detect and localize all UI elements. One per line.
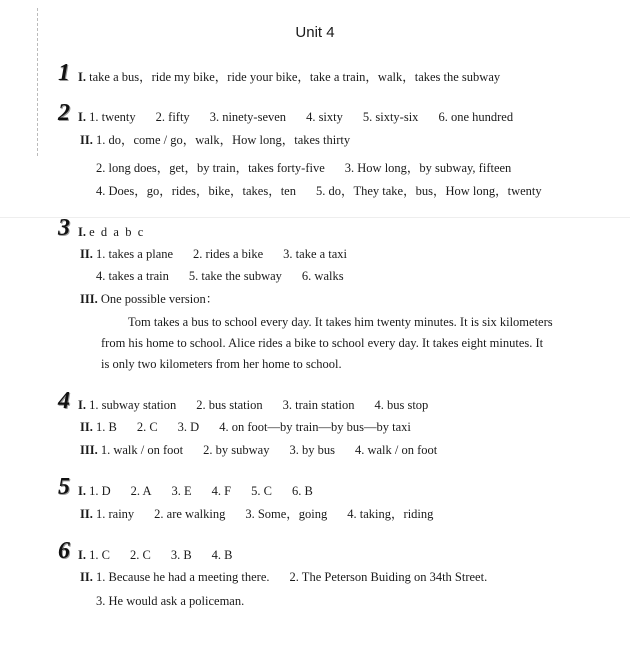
s3-line-2 [80,246,347,262]
section-number-5: 5 [58,474,70,500]
answer-item: 5. C [251,484,272,498]
answer-item: 2. are walking [154,507,226,521]
divider [0,217,630,218]
s6-line-3: 3. He would ask a policeman. [96,594,245,608]
s2-line-4 [96,183,542,199]
section-number-1: 1 [58,60,70,86]
answer-item: 3. B [170,548,192,562]
answer-item: 3. ninety-seven [209,110,287,124]
s1-answer-text: take a bus，ride my bike，ride your bike，take a train，walk，takes the subway [89,70,501,84]
s2-label-i: I. [78,110,86,124]
answer-item: 6. walks [301,269,344,283]
s5-line-2 [80,506,433,522]
s1-line-1 [78,69,500,85]
answer-item: 2. rides a bike [193,247,264,261]
s6-line-1 [78,547,233,563]
s5-line-1 [78,483,313,499]
answer-item: 5. take the subway [188,269,282,283]
answer-item: 5. sixty-six [362,110,419,124]
answer-item: 1. do，come / go，walk，How long，takes thirty [95,133,351,147]
answer-item: 4. bus stop [374,398,429,412]
answer-item: 4. walk / on foot [354,443,438,457]
s5-label-ii: II. [80,507,93,521]
answer-item: 1. twenty [89,110,136,124]
answer-item: 1. rainy [95,507,135,521]
answer-item: 2. C [136,420,158,434]
answer-item: 4. Does，go，rides，bike，takes，ten [96,184,296,198]
answer-item: 3. take a taxi [283,247,348,261]
passage-line-2: from his home to school. Alice rides a bike to school every day. It takes eight minutes. It [101,336,544,350]
section-number-3: 3 [58,215,70,241]
answer-item: 1. walk / on foot [100,443,184,457]
answer-item: 4. B [211,548,233,562]
answer-item: 2. C [129,548,151,562]
s4-label-iii: III. [80,443,98,457]
passage-line-3: is only two kilometers from her home to school. [101,357,342,371]
s3-label-ii: II. [80,247,93,261]
answer-item: 1. subway station [89,398,177,412]
passage-line-1: Tom takes a bus to school every day. It takes him twenty minutes. It is six kilometers [128,315,553,329]
answer-item: 2. The Peterson Buiding on 34th Street. [289,570,488,584]
answer-item: 2. long does，get，by train，takes forty-five [96,161,325,175]
s2-label-ii: II. [80,133,93,147]
s2-line-1 [78,109,513,125]
s2-line-2 [80,132,350,148]
answer-item: 2. fifty [155,110,190,124]
answer-item: 6. one hundred [438,110,514,124]
answer-item: 4. taking，riding [347,507,434,521]
s6-label-ii: II. [80,570,93,584]
answer-item: e d a b c [89,225,144,239]
answer-item: 5. do，They take，bus，How long，twenty [315,184,542,198]
s4-line-1 [78,397,428,413]
answer-item: 1. Because he had a meeting there. [95,570,270,584]
answer-item: 6. B [291,484,313,498]
s3-label-iii: III. [80,292,98,306]
answer-item: 1. takes a plane [95,247,174,261]
s3-line-1 [78,224,143,240]
s3-label-i: I. [78,225,86,239]
answer-item: 3. How long，by subway, fifteen [344,161,512,175]
answer-item: 1. B [95,420,117,434]
section-number-2: 2 [58,100,70,126]
answer-item: 3. Some，going [245,507,328,521]
answer-item: 3. train station [282,398,355,412]
s1-label-i: I. [78,70,86,84]
answer-item: 2. A [130,484,152,498]
answer-item: 3. D [177,420,200,434]
answer-item: 4. takes a train [96,269,169,283]
s5-label-i: I. [78,484,86,498]
answer-item: 1. D [89,484,111,498]
answer-item: One possible version： [100,292,219,306]
s2-line-3 [96,160,511,176]
answer-item: 4. F [211,484,232,498]
answer-item: 3. E [171,484,192,498]
s4-label-i: I. [78,398,86,412]
s6-line-2 [80,569,487,585]
section-number-4: 4 [58,388,70,414]
answer-item: 4. sixty [306,110,343,124]
s6-label-i: I. [78,548,86,562]
s4-line-3 [80,442,437,458]
answer-item: 4. on foot—by train—by bus—by taxi [219,420,411,434]
s4-line-2 [80,419,411,435]
s3-line-4 [80,291,218,307]
answer-item: 2. bus station [196,398,263,412]
answer-item: 2. by subway [203,443,270,457]
s3-line-3 [96,268,344,284]
answer-item: 3. by bus [289,443,335,457]
section-number-6: 6 [58,538,70,564]
s4-label-ii: II. [80,420,93,434]
answer-item: 1. C [89,548,110,562]
page-title: Unit 4 [295,24,335,41]
